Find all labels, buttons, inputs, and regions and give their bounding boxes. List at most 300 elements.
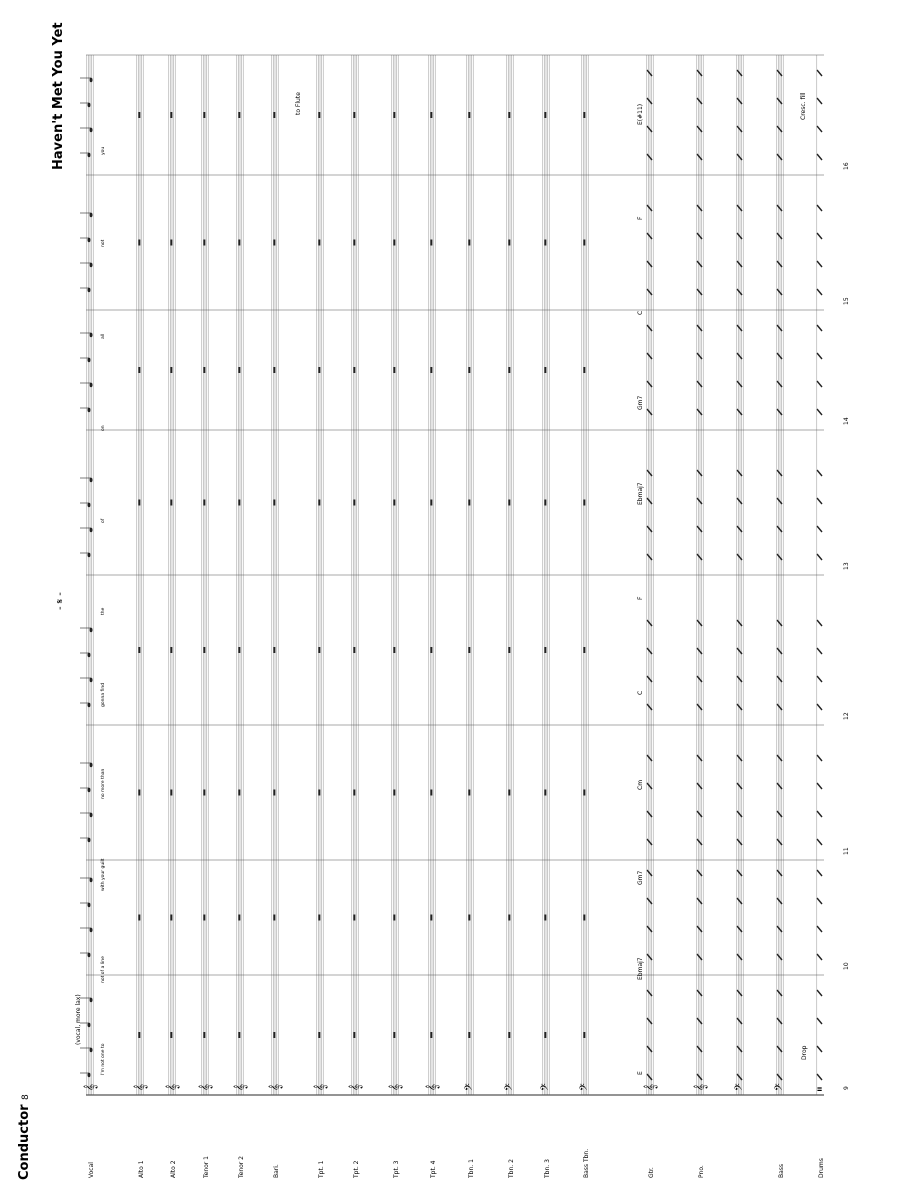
whole-rest [393, 367, 395, 373]
rhythm-slash [647, 870, 652, 876]
whole-rest [353, 367, 355, 373]
measure-number: 13 [843, 562, 850, 570]
lyric: gonna find [101, 682, 106, 707]
rhythm-slash [647, 154, 652, 160]
rhythm-slash [647, 205, 652, 211]
whole-rest [273, 790, 275, 796]
whole-rest [238, 647, 240, 653]
whole-rest [203, 647, 205, 653]
rhythm-slash [817, 205, 822, 211]
whole-rest [273, 367, 275, 373]
rhythm-slash [777, 990, 782, 996]
note-head [90, 678, 93, 682]
whole-rest [238, 790, 240, 796]
rhythm-slash [737, 70, 742, 76]
note-head [88, 653, 91, 657]
whole-rest [544, 367, 546, 373]
rhythm-slash [777, 870, 782, 876]
rhythm-slash [697, 839, 702, 845]
rhythm-slash [697, 990, 702, 996]
whole-rest [353, 915, 355, 921]
whole-rest [238, 240, 240, 246]
rhythm-slash [647, 498, 652, 504]
note-head [88, 288, 91, 292]
rhythm-slash [697, 954, 702, 960]
rhythm-slash [777, 289, 782, 295]
whole-rest [508, 367, 510, 373]
rhythm-slash [697, 70, 702, 76]
staff-label-bass: Bass [778, 1163, 785, 1178]
vocal-intro-marking: (vocal, more lax) [75, 994, 82, 1045]
rhythm-slash [777, 409, 782, 415]
whole-rest [170, 500, 172, 506]
rhythm-slash [647, 620, 652, 626]
whole-rest [203, 240, 205, 246]
staff-label-gtr: Gtr. [648, 1167, 655, 1178]
rhythm-slash [777, 154, 782, 160]
whole-rest [583, 367, 585, 373]
note-head [90, 478, 93, 482]
rhythm-slash [697, 1046, 702, 1052]
staff-label-drums: Drums [818, 1158, 825, 1178]
rhythm-slash [817, 526, 822, 532]
rhythm-slash [777, 554, 782, 560]
rhythm-slash [647, 289, 652, 295]
whole-rest [393, 915, 395, 921]
rhythm-slash [817, 233, 822, 239]
rhythm-slash [647, 990, 652, 996]
staff-label-tenor2: Tenor 2 [238, 1155, 245, 1178]
clef-pno_lh: 𝄢 [733, 1083, 747, 1091]
note-head [90, 263, 93, 267]
rhythm-slash [777, 353, 782, 359]
rhythm-slash [817, 620, 822, 626]
rhythm-slash [697, 1018, 702, 1024]
chord-symbol: Ebmaj7 [637, 957, 644, 980]
whole-rest [583, 915, 585, 921]
rhythm-slash [737, 126, 742, 132]
note-head [90, 878, 93, 882]
whole-rest [273, 500, 275, 506]
rhythm-slash [737, 954, 742, 960]
whole-rest [468, 790, 470, 796]
note-head [88, 903, 91, 907]
clef-tbn3: 𝄢 [539, 1083, 553, 1091]
note-head [88, 103, 91, 107]
rhythm-slash [817, 381, 822, 387]
note-head [90, 998, 93, 1002]
rhythm-slash [817, 98, 822, 104]
clef-tenor1: 𝄞 [198, 1083, 212, 1091]
whole-rest [238, 112, 240, 118]
rhythm-slash [697, 233, 702, 239]
lyric: all [101, 333, 106, 339]
staff-label-basstbn: Bass Tbn. [583, 1148, 590, 1178]
measure-number: 10 [843, 962, 850, 970]
rhythm-slash [737, 409, 742, 415]
rhythm-slash [647, 409, 652, 415]
rhythm-slash [817, 755, 822, 761]
rhythm-slash [817, 926, 822, 932]
clef-pno_rh: 𝄞 [693, 1083, 707, 1091]
rhythm-slash [737, 289, 742, 295]
rhythm-slash [737, 526, 742, 532]
note-head [88, 238, 91, 242]
clef-tpt3: 𝄞 [388, 1083, 402, 1091]
barlines [86, 55, 824, 1095]
whole-rest [170, 790, 172, 796]
rhythm-slash [777, 98, 782, 104]
rhythm-slash [647, 325, 652, 331]
whole-rest [273, 1032, 275, 1038]
whole-rest [430, 1032, 432, 1038]
note-head [90, 383, 93, 387]
rhythm-slash [647, 70, 652, 76]
rhythm-slash [697, 205, 702, 211]
chord-symbol: E [637, 1071, 644, 1075]
rhythm-slash [817, 1018, 822, 1024]
rhythm-slash [817, 289, 822, 295]
rhythm-slash [697, 498, 702, 504]
rhythm-slash [777, 70, 782, 76]
page-number: 8 [21, 1094, 31, 1100]
whole-rest [393, 790, 395, 796]
rhythm-slash [737, 233, 742, 239]
rhythm-slash [817, 470, 822, 476]
note-head [90, 763, 93, 767]
whole-rest [508, 240, 510, 246]
rhythm-slash [697, 755, 702, 761]
lyric: with your guilt [101, 858, 106, 891]
rhythm-slash [697, 1074, 702, 1080]
note-head [88, 703, 91, 707]
rhythm-slash [777, 926, 782, 932]
rhythm-slash [817, 154, 822, 160]
rhythm-slash [647, 704, 652, 710]
rhythm-slash [647, 755, 652, 761]
whole-rest [138, 647, 140, 653]
chord-symbol: C [637, 690, 644, 695]
clef-alto2: 𝄞 [165, 1083, 179, 1091]
rhythm-slash [737, 620, 742, 626]
bari-marking: to Flute [295, 92, 302, 115]
whole-rest [170, 240, 172, 246]
whole-rest [544, 500, 546, 506]
note-head [88, 838, 91, 842]
staff-label-tbn1: Tbn. 1 [468, 1159, 475, 1178]
note-head [88, 788, 91, 792]
whole-rest [138, 240, 140, 246]
whole-rest [430, 240, 432, 246]
rhythm-slash [647, 1074, 652, 1080]
whole-rest [468, 367, 470, 373]
whole-rest [318, 915, 320, 921]
whole-rest [353, 240, 355, 246]
rhythm-slash [817, 954, 822, 960]
whole-rest [170, 1032, 172, 1038]
whole-rest [203, 1032, 205, 1038]
rhythm-slash [737, 325, 742, 331]
rhythm-slash [737, 704, 742, 710]
staff-label-tpt1: Tpt. 1 [318, 1160, 325, 1178]
lyric: not [101, 239, 106, 247]
whole-rest [468, 647, 470, 653]
rhythm-slash [777, 620, 782, 626]
whole-rest [583, 647, 585, 653]
rhythm-slash [697, 126, 702, 132]
lyric: on [101, 425, 106, 431]
staff-label-tpt3: Tpt. 3 [393, 1160, 400, 1178]
rhythm-slash [777, 325, 782, 331]
note-head [90, 928, 93, 932]
rhythm-slash [817, 870, 822, 876]
segno-marking: - 𝄋 - [55, 592, 66, 610]
rhythm-slash [647, 381, 652, 387]
rhythm-slash [817, 1046, 822, 1052]
measure-number: 15 [843, 297, 850, 305]
rhythm-slash [737, 261, 742, 267]
rhythm-slash [697, 98, 702, 104]
measure-number: 11 [843, 847, 850, 855]
whole-rest [468, 1032, 470, 1038]
rhythm-slash [777, 898, 782, 904]
rhythm-slash [817, 353, 822, 359]
rhythm-slash [777, 839, 782, 845]
whole-rest [508, 1032, 510, 1038]
whole-rest [508, 112, 510, 118]
whole-rest [544, 647, 546, 653]
note-head [90, 128, 93, 132]
rhythm-slash [817, 648, 822, 654]
whole-rest [203, 500, 205, 506]
whole-rest [430, 790, 432, 796]
whole-rest [430, 915, 432, 921]
rhythm-slash [697, 783, 702, 789]
clef-basstbn: 𝄢 [578, 1083, 592, 1091]
rhythm-slash [647, 898, 652, 904]
whole-rest [544, 915, 546, 921]
rhythm-slash [647, 783, 652, 789]
whole-rest [353, 112, 355, 118]
chord-symbol: C [637, 310, 644, 315]
bass-marking: Drop [801, 1045, 808, 1060]
whole-rest [544, 1032, 546, 1038]
rhythm-slash [737, 470, 742, 476]
chord-symbol: Ebmaj7 [637, 482, 644, 505]
rhythm-slash [647, 554, 652, 560]
whole-rest [393, 112, 395, 118]
rhythm-slash [697, 381, 702, 387]
rhythm-slash [817, 70, 822, 76]
rhythm-slash [647, 126, 652, 132]
staff-label-vocal: Vocal [88, 1162, 95, 1178]
whole-rest [170, 112, 172, 118]
whole-rest [468, 915, 470, 921]
whole-rest [353, 790, 355, 796]
rhythm-slash [737, 154, 742, 160]
clef-drums: 𝄥 [813, 1087, 827, 1091]
note-head [88, 1023, 91, 1027]
rhythm-slash [697, 648, 702, 654]
note-head [88, 553, 91, 557]
clef-gtr: 𝄞 [643, 1083, 657, 1091]
note-head [88, 153, 91, 157]
rhythm-slash [647, 261, 652, 267]
note-head [90, 78, 93, 82]
clef-tpt2: 𝄞 [348, 1083, 362, 1091]
whole-rest [203, 915, 205, 921]
whole-rest [318, 500, 320, 506]
whole-rest [273, 647, 275, 653]
note-head [90, 213, 93, 217]
rhythm-slash [737, 98, 742, 104]
whole-rest [508, 790, 510, 796]
rhythm-slash [817, 325, 822, 331]
rhythm-slash [737, 811, 742, 817]
clef-tpt1: 𝄞 [313, 1083, 327, 1091]
whole-rest [138, 790, 140, 796]
note-head [90, 1048, 93, 1052]
note-head [88, 358, 91, 362]
rhythm-slash [737, 898, 742, 904]
whole-rest [583, 1032, 585, 1038]
rhythm-slash [777, 648, 782, 654]
note-head [88, 1073, 91, 1077]
rhythm-slash [737, 676, 742, 682]
rhythm-slash [737, 839, 742, 845]
whole-rest [430, 367, 432, 373]
whole-rest [508, 647, 510, 653]
rhythm-slash [737, 1046, 742, 1052]
rhythm-slash [697, 620, 702, 626]
chord-symbol: Cm [637, 779, 644, 790]
rhythm-slash [777, 126, 782, 132]
rhythm-slash [777, 233, 782, 239]
rhythm-slash [697, 898, 702, 904]
whole-rest [318, 790, 320, 796]
lyric: not of a line [101, 956, 106, 983]
note-head [88, 503, 91, 507]
rhythm-slash [737, 990, 742, 996]
whole-rest [203, 112, 205, 118]
staff-label-tenor1: Tenor 1 [203, 1155, 210, 1178]
clef-tbn2: 𝄢 [503, 1083, 517, 1091]
rhythm-slash [737, 648, 742, 654]
rhythm-slash [697, 470, 702, 476]
rhythm-slash [647, 470, 652, 476]
whole-rest [318, 112, 320, 118]
rhythm-slash [817, 839, 822, 845]
rhythm-slash [777, 676, 782, 682]
rhythm-slash [737, 783, 742, 789]
measure-number: 12 [843, 712, 850, 720]
clef-tbn1: 𝄢 [463, 1083, 477, 1091]
measure-number: 14 [843, 417, 850, 425]
lyric: the [101, 607, 106, 615]
whole-rest [544, 790, 546, 796]
whole-rest [238, 500, 240, 506]
rhythm-slash [647, 1018, 652, 1024]
measure-number: 9 [843, 1086, 850, 1090]
rhythm-slash [647, 676, 652, 682]
page-header-label: Conductor [17, 1104, 32, 1180]
rhythm-slash [817, 704, 822, 710]
rhythm-slash [697, 554, 702, 560]
clef-vocal: 𝄞 [83, 1083, 97, 1091]
rhythm-slash [817, 783, 822, 789]
whole-rest [583, 500, 585, 506]
rhythm-slash [647, 98, 652, 104]
rhythm-slash [777, 381, 782, 387]
whole-rest [273, 112, 275, 118]
note-head [88, 408, 91, 412]
whole-rest [468, 112, 470, 118]
rhythm-slash [777, 470, 782, 476]
rhythm-slash [697, 154, 702, 160]
rhythm-slash [737, 755, 742, 761]
whole-rest [393, 500, 395, 506]
whole-rest [583, 240, 585, 246]
rhythm-slash [647, 526, 652, 532]
rhythm-slash [817, 498, 822, 504]
rhythm-slash [697, 676, 702, 682]
whole-rest [138, 1032, 140, 1038]
note-head [90, 628, 93, 632]
song-title: Haven't Met You Yet [51, 22, 66, 170]
rhythm-slash [817, 126, 822, 132]
whole-rest [273, 240, 275, 246]
note-head [90, 813, 93, 817]
whole-rest [353, 1032, 355, 1038]
rhythm-slash [817, 554, 822, 560]
whole-rest [318, 367, 320, 373]
whole-rest [508, 500, 510, 506]
rhythm-slash [777, 498, 782, 504]
staff-label-alto2: Alto 2 [170, 1160, 177, 1178]
rhythm-slash [737, 1018, 742, 1024]
rhythm-slash [737, 870, 742, 876]
rhythm-slash [817, 990, 822, 996]
whole-rest [393, 240, 395, 246]
lyric: of [101, 518, 106, 523]
rhythm-slash [737, 1074, 742, 1080]
rhythm-slash [817, 898, 822, 904]
whole-rest [138, 915, 140, 921]
rhythm-slash [697, 870, 702, 876]
whole-rest [508, 915, 510, 921]
whole-rest [203, 367, 205, 373]
whole-rest [203, 790, 205, 796]
rhythm-slash [817, 811, 822, 817]
rhythm-slash [737, 554, 742, 560]
rhythm-slash [777, 783, 782, 789]
rhythm-slash [697, 325, 702, 331]
whole-rest [430, 647, 432, 653]
rhythm-slash [647, 839, 652, 845]
chord-symbol: F [637, 596, 644, 600]
whole-rest [318, 240, 320, 246]
chord-symbol: F [637, 216, 644, 220]
rhythm-slash [647, 926, 652, 932]
rhythm-slash [817, 409, 822, 415]
whole-rest [170, 367, 172, 373]
rhythm-slash [647, 353, 652, 359]
rhythm-slash [737, 381, 742, 387]
notation [80, 70, 850, 1090]
clef-bass: 𝄢 [773, 1083, 787, 1091]
rhythm-slash [737, 926, 742, 932]
rhythm-slash [697, 289, 702, 295]
